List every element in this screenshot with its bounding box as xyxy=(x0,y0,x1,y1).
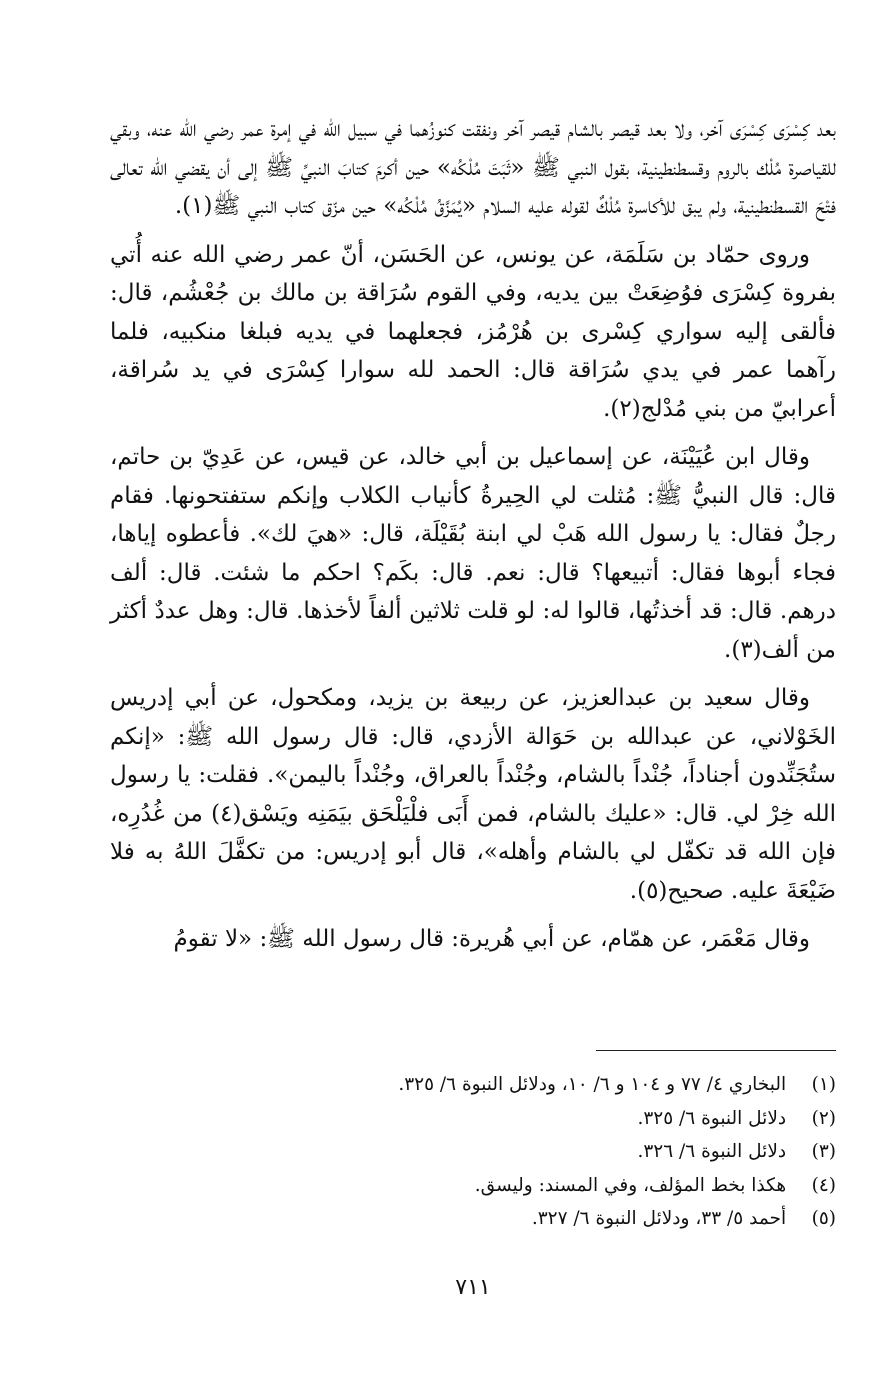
footnote-text: أحمد ٥/ ٣٣، ودلائل النبوة ٦/ ٣٢٧. xyxy=(531,1208,787,1229)
footnote-text: دلائل النبوة ٦/ ٣٢٥. xyxy=(637,1107,787,1129)
footnote-3 xyxy=(110,1135,836,1169)
footnote-number: (٥) xyxy=(811,1208,836,1229)
footnote-number: (٢) xyxy=(811,1107,836,1129)
footnote-2 xyxy=(110,1102,836,1136)
footnote-text: هكذا بخط المؤلف، وفي المسند: وليسق. xyxy=(474,1174,787,1196)
paragraph-1: بعد كِسْرَى كِسْرَى آخر، ولا بعد قيصر بالشام قيصر آخر ونفقت كنوزُهما في سبيل الله في إمرة عمر رضي الله عنه، وبقي للقياصرة مُلْك بالروم وقسطنطينية، بقول النبي ﷺ «ثَبَتَ مُلْكُه» حين أكرمَ كتابَ النبيِّ ﷺ إلى أن يقضي الله تعالى فتْحَ القسطنطينية، ولم يبق للأكاسرة مُلْكٌ لقوله عليه السلام «يُمَزَّقُ مُلْكُه» حين مزّق كتاب النبي ﷺ(١). xyxy=(110,116,836,219)
footnote-number: (٤) xyxy=(811,1174,836,1196)
paragraph-5: وقال مَعْمَر، عن همّام، عن أبي هُريرة: قال رسول الله ﷺ: «لا تقومُ xyxy=(173,926,810,952)
footnote-number: (٣) xyxy=(811,1141,836,1162)
footnote-text: دلائل النبوة ٦/ ٣٢٦. xyxy=(637,1141,787,1162)
footnote-separator xyxy=(596,1050,836,1051)
page-number: ٧١١ xyxy=(455,1275,491,1300)
footnotes-list xyxy=(110,1068,836,1236)
footnote-1 xyxy=(110,1068,836,1102)
footnote-4 xyxy=(110,1169,836,1203)
paragraph-2: وروى حمّاد بن سَلَمَة، عن يونس، عن الحَسَن، أنّ عمر رضي الله عنه أُتي بفروة كِسْرَى فوُضِعَتْ بين يديه، وفي القوم سُرَاقة بن مالك بن جُعْشُم، قال: فألقى إليه سواري كِسْرى بن هُرْمُز، فجعلهما في يديه فبلغا منكبيه، فلما رآهما عمر في يدي سُرَاقة قال: الحمد لله سوارا كِسْرَى في يد سُراقة، أعرابيّ من بني مُدْلج(٢). xyxy=(110,241,837,422)
footnote-5 xyxy=(110,1202,836,1236)
book-page xyxy=(110,110,837,1300)
footnote-text: البخاري ٤/ ٧٧ و ١٠٤ و ٦/ ١٠، ودلائل النبوة ٦/ ٣٢٥. xyxy=(398,1074,787,1095)
footnote-number: (١) xyxy=(811,1074,836,1095)
main-text xyxy=(110,110,836,969)
paragraph-4: وقال سعيد بن عبدالعزيز، عن ربيعة بن يزيد، ومكحول، عن أبي إدريس الخَوْلاني، عن عبدالله بن حَوَالة الأزدي، قال: قال رسول الله ﷺ: «إنكم ستُجَنِّدون أجناداً، جُنْداً بالشام، وجُنْداً بالعراق، وجُنْداً باليمن». فقلت: يا رسول الله خِرْ لي. قال: «عليك بالشام، فمن أَبَى فلْيَلْحَق بيَمَنِه ويَسْق(٤) من غُدُرِه، فإن الله قد تكفّل لي بالشام وأهله»، قال أبو إدريس: من تكفَّلَ اللهُ به فلا ضَيْعَةَ عليه. صحيح(٥). xyxy=(110,685,836,904)
paragraph-3: وقال ابن عُيَيْنَة، عن إسماعيل بن أبي خالد، عن قيس، عن عَدِيّ بن حاتم، قال: قال النبيُّ ﷺ: مُثلت لي الحِيرةُ كأنياب الكلاب وإنكم ستفتحونها. فقام رجلٌ فقال: يا رسول الله هَبْ لي ابنة بُقَيْلَة، قال: «هيَ لك». فأعطوه إياها، فجاء أبوها فقال: أتبيعها؟ قال: نعم. قال: بكَم؟ احكم ما شئت. قال: ألف درهم. قال: قد أخذتُها، قالوا له: لو قلت ثلاثين ألفاً لأخذها. قال: وهل عددٌ أكثر من ألف(٣). xyxy=(110,444,836,663)
